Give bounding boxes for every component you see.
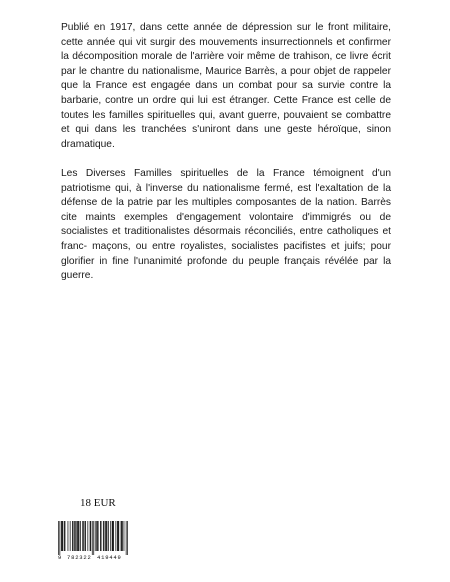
barcode-bar: [73, 521, 74, 551]
barcode-bar: [100, 521, 101, 551]
blurb-text-block: [61, 21, 391, 284]
barcode-bar: [79, 521, 80, 551]
barcode-bars-icon: [58, 521, 128, 555]
barcode-bar: [72, 521, 73, 551]
barcode-bar: [112, 521, 113, 551]
barcode-bar: [90, 521, 91, 551]
barcode-bar: [58, 521, 59, 555]
price-label: 18 EUR: [80, 497, 116, 509]
barcode-bar: [124, 521, 125, 551]
barcode-bar: [83, 521, 84, 551]
barcode-bar: [90, 521, 91, 551]
barcode-bar: [77, 521, 78, 551]
barcode-bar: [113, 521, 114, 551]
barcode-bar: [59, 521, 60, 555]
barcode-bar: [87, 521, 88, 551]
barcode-bar: [107, 521, 108, 551]
barcode-bar: [80, 521, 81, 551]
barcode-bar: [62, 521, 63, 551]
barcode-bar: [126, 521, 127, 555]
isbn-barcode: [58, 521, 128, 563]
barcode-right-group: 419449: [97, 554, 122, 561]
barcode-bar: [115, 521, 116, 551]
barcode-bar: [104, 521, 105, 551]
barcode-bar: [113, 521, 114, 551]
barcode-bar: [65, 521, 66, 551]
barcode-bar: [121, 521, 122, 551]
barcode-bar: [101, 521, 102, 551]
barcode-bar: [64, 521, 65, 551]
blurb-paragraph-2: Les Diverses Familles spirituelles de la France témoignent d'un patriotisme qui, à l'inverse du nationalisme fermé, est l'exaltation de la défense de la patrie par les multiples composantes de la nation. Barrès cite maints exemples d'engagement volontaire d'immigrés ou de socialistes et traditionalistes désormais réconciliés, entre catholiques et franc- maçons, ou entre royalistes, socialistes pacifistes et juifs; pour glorifier in fine l'unanimité profonde du peuple français révélée par la guerre.: [61, 167, 391, 282]
barcode-bar: [76, 521, 77, 551]
barcode-bar: [92, 521, 93, 555]
barcode-bar: [68, 521, 69, 551]
barcode-bar: [122, 521, 123, 551]
barcode-bar: [70, 521, 71, 551]
barcode-bar: [95, 521, 96, 551]
barcode-bar: [127, 521, 128, 555]
barcode-bar: [96, 521, 97, 551]
barcode-bar: [117, 521, 118, 551]
barcode-bar: [75, 521, 76, 551]
barcode-left-group: 782322: [67, 554, 92, 561]
barcode-bar: [61, 521, 62, 551]
blurb-paragraph-1: Publié en 1917, dans cette année de dépression sur le front militaire, cette année qui vit surgir des mouvements insurrectionnels et confirmer la décomposition morale de l'arrière voir même de trahison, ce livre écrit par le chantre du nationalisme, Maurice Barrès, a pour objet de rappeler que la France est engagée dans un combat pour sa survie contre la barbarie, contre un ordre qui lui est étranger. Cette France est celle de toutes les familles spirituelles qui, avant guerre, pouvaient se combattre et qui dans les tranchées s'uniront dans une geste héroïque, sinon dramatique.: [61, 22, 391, 150]
barcode-bar: [85, 521, 86, 551]
barcode-bar: [118, 521, 119, 551]
barcode-bar: [93, 521, 94, 555]
barcode-bar: [121, 521, 122, 551]
barcode-bar: [98, 521, 99, 551]
barcode-bar: [74, 521, 75, 551]
barcode-bar: [110, 521, 111, 551]
barcode-bar: [118, 521, 119, 551]
barcode-bar: [106, 521, 107, 551]
barcode-first-digit: 9: [58, 554, 62, 561]
barcode-bar: [97, 521, 98, 551]
barcode-bar: [103, 521, 104, 551]
barcode-bar: [85, 521, 86, 551]
barcode-bar: [105, 521, 106, 551]
barcode-bar: [62, 521, 63, 551]
barcode-bar: [82, 521, 83, 551]
barcode-bar: [108, 521, 109, 551]
barcode-bar: [78, 521, 79, 551]
